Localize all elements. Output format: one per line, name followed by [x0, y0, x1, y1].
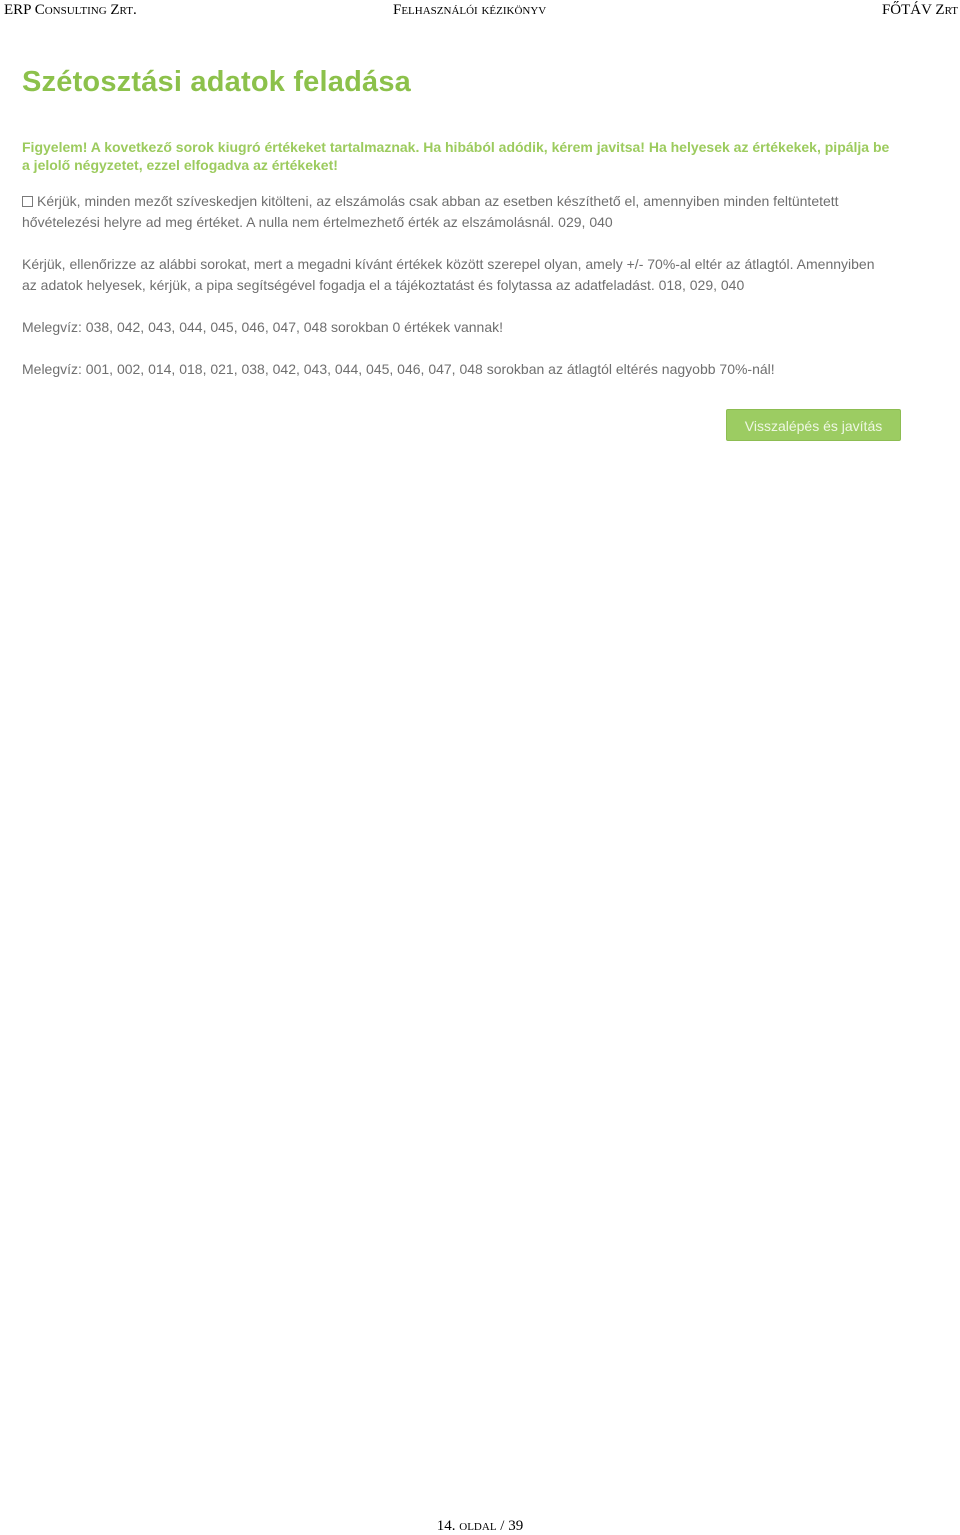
accept-checkbox[interactable] [22, 196, 33, 207]
warning-message: Figyelem! A kovetkező sorok kiugró értékeket tartalmaznak. Ha hibából adódik, kérem javitsa! Ha helyesek az értékekek, pipálja be a jelolő négyzetet, ezzel elfogadva az értékeket! [22, 139, 890, 173]
page-header [4, 2, 958, 20]
zero-values-message: Melegvíz: 038, 042, 043, 044, 045, 046, 047, 048 sorokban 0 értékek vannak! [22, 319, 504, 335]
check-rows-notice: Kérjük, ellenőrizze az alábbi sorokat, mert a megadni kívánt értékek között szerepel olyan, amely +/- 70%-al eltér az átlagtól. Amennyiben az adatok helyesek, kérjük, a pipa segítségével fogadja el a tájékoztatást és folytassa az adatfeladást. 018, 029, 040 [22, 256, 875, 293]
header-document-title: Felhasználói kézikönyv [393, 2, 547, 18]
page-footer [0, 1518, 960, 1535]
back-and-correct-button[interactable]: Visszalépés és javítás [726, 409, 901, 441]
required-fields-text: Kérjük, minden mezőt szíveskedjen kitölteni, az elszámolás csak abban az esetben készíthető el, amennyiben minden feltüntetett hővételezési helyre ad meg értéket. A nulla nem értelmezhető érték az elszámolásnál. 029, 040 [22, 193, 839, 230]
deviation-message: Melegvíz: 001, 002, 014, 018, 021, 038, 042, 043, 044, 045, 046, 047, 048 sorokban az átlagtól eltérés nagyobb 70%-nál! [22, 361, 775, 377]
page-separator: / [500, 1518, 505, 1534]
page-total: 39 [508, 1518, 524, 1534]
screenshot-panel [0, 48, 960, 468]
page-label: oldal [459, 1518, 497, 1534]
header-client: FŐTÁV Zrt [881, 2, 958, 18]
required-fields-notice [22, 191, 892, 233]
page-title: Szétosztási adatok feladása [22, 66, 411, 98]
page-number: 14. [436, 1518, 456, 1534]
header-company: ERP Consulting Zrt. [4, 2, 137, 18]
